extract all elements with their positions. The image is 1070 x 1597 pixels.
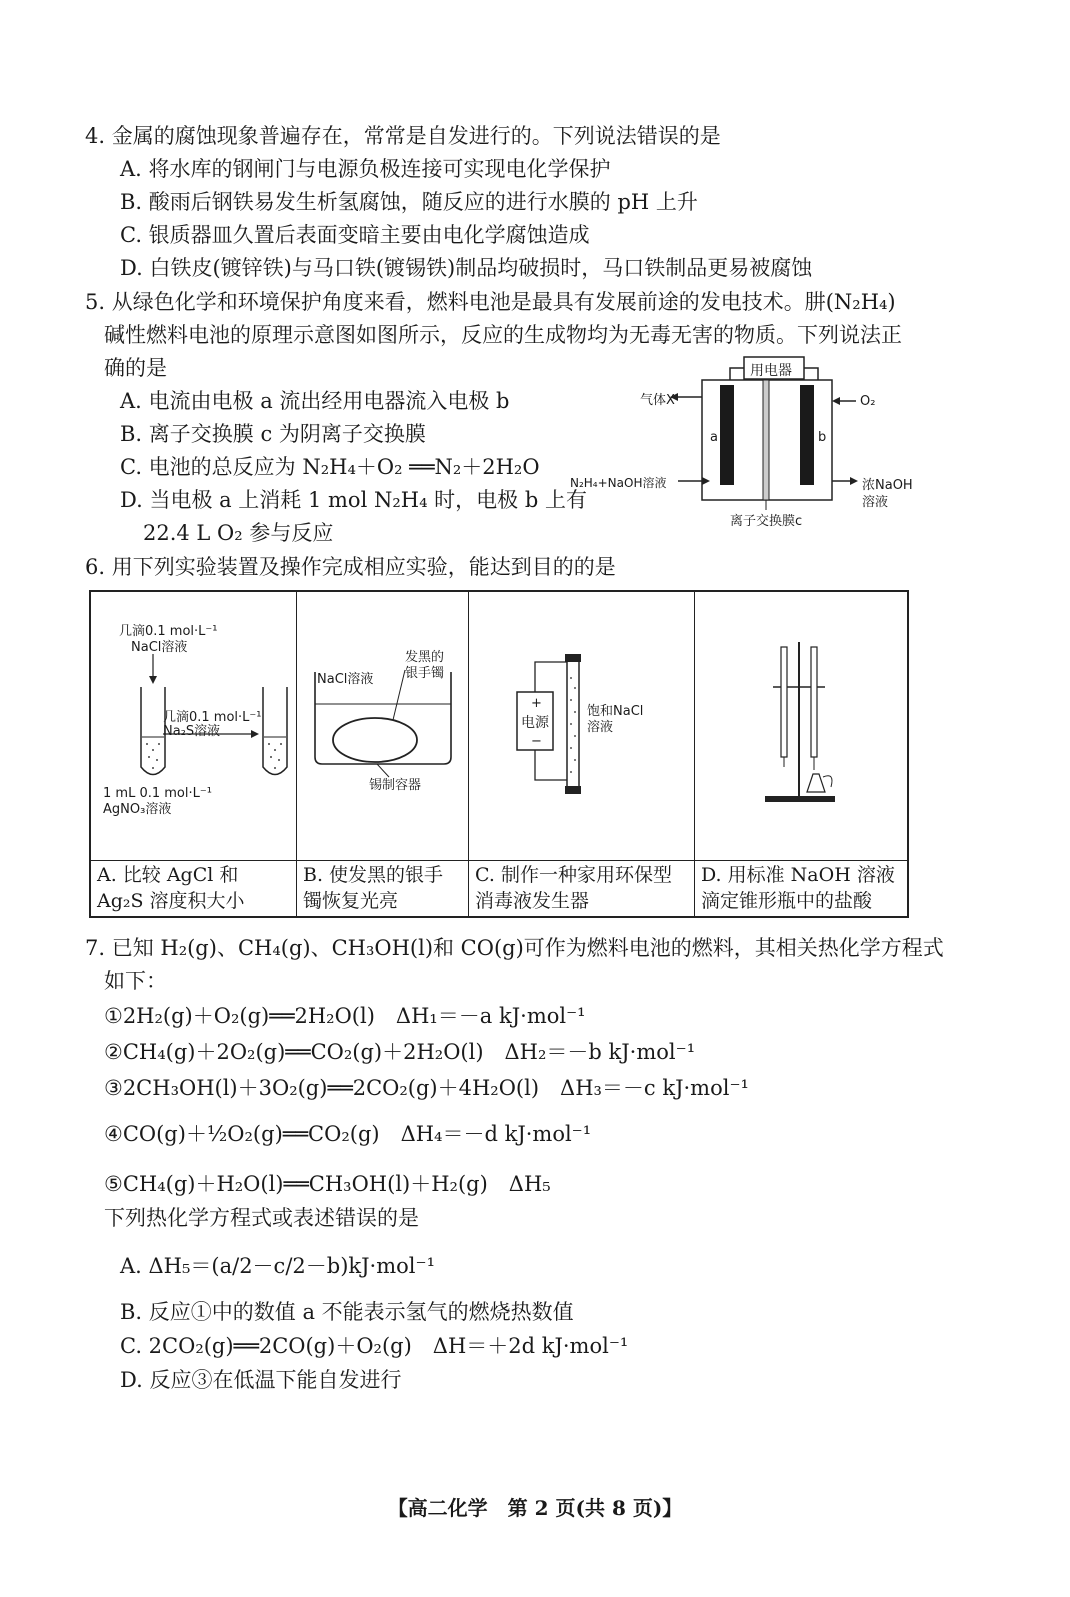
q7-eq1: ①2H₂(g)＋O₂(g)══2H₂O(l) ΔH₁＝－a kJ·mol⁻¹ [104,1004,586,1028]
q7-stem-line2: 如下： [104,969,167,993]
q5-option-d-line1: D. 当电极 a 上消耗 1 mol N₂H₄ 时，电极 b 上有 [120,488,587,512]
q7-option-d: D. 反应③在低温下能自发进行 [120,1368,402,1392]
q6-cell-b [297,592,469,916]
outlet-label: 浓NaOH [862,478,913,493]
q6-caption-d: D. 用标准 NaOH 溶液滴定锥形瓶中的盐酸 [701,864,895,912]
q6-cell-a [91,592,297,916]
a-label-1: 几滴0.1 mol·L⁻¹ [119,624,218,639]
q5-option-c: C. 电池的总反应为 N₂H₄＋O₂ ══N₂＋2H₂O [120,455,540,479]
q4-option-c: C. 银质器皿久置后表面变暗主要由电化学腐蚀造成 [120,223,590,247]
a-label-6: AgNO₃溶液 [103,802,172,817]
q6-image-d [695,592,909,861]
a-label-2: NaCl溶液 [131,640,188,655]
q6-cell-d [695,592,909,916]
inlet-label: N₂H₄+NaOH溶液 [570,476,667,490]
electrolysis-svg [469,592,695,860]
fuel-cell-diagram [560,345,940,545]
q6-table [89,590,909,918]
q4-stem: 4. 金属的腐蚀现象普遍存在，常常是自发进行的。下列说法错误的是 [85,124,721,148]
titration-svg [695,592,909,860]
o2-label: O₂ [860,394,876,409]
a-label-3: 几滴0.1 mol·L⁻¹ [163,710,262,725]
q6-stem: 6. 用下列实验装置及操作完成相应实验，能达到目的的是 [85,555,616,579]
q7-ask: 下列热化学方程式或表述错误的是 [104,1206,419,1230]
a-label-5: 1 mL 0.1 mol·L⁻¹ [103,786,212,801]
device-label: 用电器 [750,363,792,379]
plus-sign: + [531,696,542,711]
q6-caption-a: A. 比较 AgCl 和 Ag₂S 溶度积大小 [97,864,245,912]
q6-image-b [297,592,468,861]
q4-option-a: A. 将水库的钢闸门与电源负极连接可实现电化学保护 [120,157,611,181]
q5-stem-line3: 确的是 [104,356,167,380]
q5-option-a: A. 电流由电极 a 流出经用电器流入电极 b [120,389,510,413]
q7-eq2: ②CH₄(g)＋2O₂(g)══CO₂(g)＋2H₂O(l) ΔH₂＝－b kJ·mol⁻¹ [104,1040,696,1064]
q6-caption-c: C. 制作一种家用环保型消毒液发生器 [475,864,672,912]
q7-eq5: ⑤CH₄(g)＋H₂O(l)══CH₃OH(l)＋H₂(g) ΔH₅ [104,1172,551,1196]
b-label-2: 发黑的 [405,650,445,665]
page-footer: 【高二化学 第 2 页(共 8 页)】 [387,1496,683,1520]
minus-sign: − [531,734,542,749]
silver-bracelet-svg [297,592,469,860]
b-label-1: NaCl溶液 [317,672,374,687]
q5-stem-line2: 碱性燃料电池的原理示意图如图所示，反应的生成物均为无毒无害的物质。下列说法正 [104,323,902,347]
q7-stem-line1: 7. 已知 H₂(g)、CH₄(g)、CH₃OH(l)和 CO(g)可作为燃料电池的燃料，其相关热化学方程式 [85,936,944,960]
q6-cell-c [469,592,695,916]
q5-stem-line1: 5. 从绿色化学和环境保护角度来看，燃料电池是最具有发展前途的发电技术。肼(N₂H₄) [85,290,896,314]
gas-x-label: 气体X [640,393,675,408]
q5-option-b: B. 离子交换膜 c 为阴离子交换膜 [120,422,426,446]
power-label: 电源 [521,715,549,731]
electrode-b-label: b [818,430,827,445]
q7-option-c: C. 2CO₂(g)══2CO(g)＋O₂(g) ΔH＝＋2d kJ·mol⁻¹ [120,1334,629,1358]
q6-caption-b: B. 使发黑的银手镯恢复光亮 [303,864,444,912]
c-label-1: 饱和NaCl [587,704,644,719]
q4-option-d: D. 白铁皮(镀锌铁)与马口铁(镀锡铁)制品均破损时，马口铁制品更易被腐蚀 [120,256,813,280]
electrode-a-label: a [710,430,718,445]
membrane-label: 离子交换膜c [730,514,803,529]
q7-option-b: B. 反应①中的数值 a 不能表示氢气的燃烧热数值 [120,1300,574,1324]
a-label-4: Na₂S溶液 [163,724,221,739]
q7-eq3: ③2CH₃OH(l)＋3O₂(g)══2CO₂(g)＋4H₂O(l) ΔH₃＝－c kJ·mol⁻¹ [104,1076,749,1100]
q7-eq4: ④CO(g)＋½O₂(g)══CO₂(g) ΔH₄＝－d kJ·mol⁻¹ [104,1122,592,1146]
b-label-4: 锡制容器 [369,778,422,793]
q5-option-d-line2: 22.4 L O₂ 参与反应 [143,521,334,545]
b-label-3: 银手镯 [405,666,445,681]
q6-image-a [91,592,296,861]
q7-option-a: A. ΔH₅＝(a/2－c/2－b)kJ·mol⁻¹ [120,1254,435,1278]
outlet-label-2: 溶液 [862,495,889,510]
q6-image-c [469,592,694,861]
c-label-2: 溶液 [587,720,614,735]
q4-option-b: B. 酸雨后钢铁易发生析氢腐蚀，随反应的进行水膜的 pH 上升 [120,190,698,214]
